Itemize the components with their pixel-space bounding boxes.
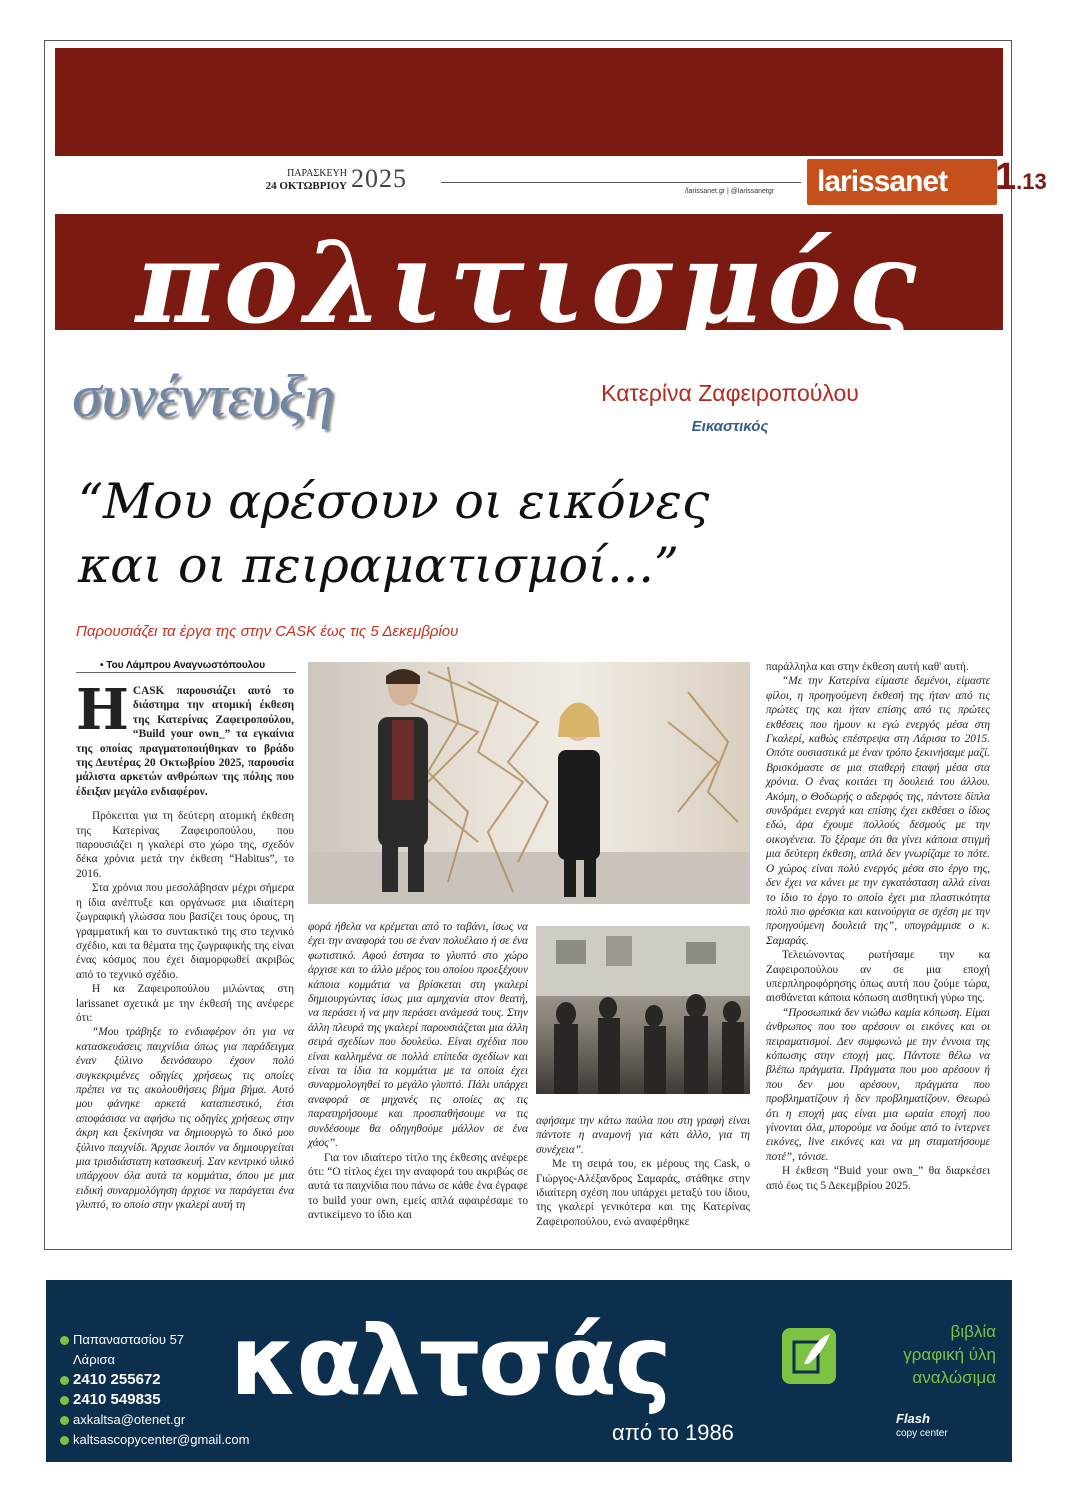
- column-2: [308, 920, 528, 1223]
- interviewee-name: Κατερίνα Ζαφειροπούλου: [601, 380, 859, 406]
- photo-illustration: [536, 926, 750, 1094]
- ad-address-line: [60, 1330, 249, 1350]
- paragraph: Πρόκειται για τη δεύτερη ατομική έκθεση της Κατερίνας Ζαφειροπούλου, που παρουσιάζει η γκαλερί στο χώρο της, σχεδόν δέκα χρόνια μετά την έκθεση “Habitus”, το 2016.: [76, 810, 294, 880]
- social-handles[interactable]: /larissanet.gr | @larissanetgr: [685, 188, 775, 195]
- ad-address: Παπαναστασίου 57: [73, 1332, 185, 1347]
- issue-date: [255, 168, 347, 193]
- masthead: [55, 48, 1047, 349]
- brand-name: larissanet: [817, 165, 948, 198]
- kicker: συνέντευξη: [72, 363, 335, 429]
- ad-since: από το 1986: [612, 1420, 734, 1445]
- ad-copy-center: copy center: [896, 1428, 948, 1439]
- quote-paragraph: “Με την Κατερίνα είμαστε δεμένοι, είμαστε φίλοι, η προηγούμενη έκθεσή της ήταν από τις πρώτες της και ήταν επίσης από τις πρώτες εκθέσεις που ήμουν κι εγώ ενεργός μέσα στη Γκαλερί, καθώς επέστρεψα στη Λάρισα το 2015. Οπότε ουσιαστικά με έναν τρόπο ξεκινήσαμε μαζί. Βρισκόμαστε σε μια σταθερή επαφή μέσα στα χρόνια. Ο ένας κοιτάει τη δουλειά του άλλου. Ακόμη, ο Θοδωρής ο αδερφός της, πάντοτε δίπλα συνδράμει ενεργά και επίσης έχει εκθέσει ο ίδιος εδώ, άρα έχουμε πολλούς δεσμούς με την οικογένεια. Το ξέραμε ότι θα γίνει κάποια στιγμή μια δεύτερη έκθεση, απλά δεν γνωρίζαμε το πότε. Ο χώρος είναι πολύ ενεργός μέσα στο έργο της, δεν έχει να κάνει με την εγκατάσταση αλλά είναι το ίδιο το έργο το οποίο έχει μια πλαστικότητα πολύ πιο φρέσκια και καινούργια σε σχέση με την προηγούμενη δουλειά της”, υπογράμμισε ο κ. Σαμαράς.: [766, 675, 990, 947]
- column-3: [536, 1114, 750, 1229]
- photo-artist-and-curator: [308, 662, 750, 904]
- brand-logo[interactable]: [807, 159, 997, 205]
- page-number: [995, 156, 1047, 199]
- issue-day-month: 24 ΟΚΤΩΒΡΙΟΥ: [265, 180, 347, 192]
- headline-line-2: και οι πειραματισμοί...”: [78, 537, 679, 594]
- paragraph: παράλληλα και στην έκθεση αυτή καθ' αυτή.: [766, 661, 969, 673]
- lead-paragraph: [76, 677, 294, 799]
- column-4: [766, 660, 990, 1193]
- issue-day: ΠΑΡΑΣΚΕΥΗ: [287, 168, 347, 179]
- advertisement[interactable]: [46, 1280, 1012, 1462]
- ad-flash-logo: [896, 1412, 948, 1440]
- phone-icon: [60, 1396, 69, 1405]
- paragraph: Με τη σειρά του, εκ μέρους της Cask, ο Γιώργος-Αλέξανδρος Σαμαράς, στάθηκε στην ιδιαίτερη σχέση που υπάρχει μεταξύ του ίδιου, της γκαλερί γενικότερα και της Κατερίνας Ζαφειροπούλου, ενώ αναφέρθηκε: [536, 1158, 750, 1228]
- drop-cap: Η: [76, 677, 129, 743]
- paragraph: Η κα Ζαφειροπούλου μιλώντας στη larissanet σχετικά με την έκθεσή της ανέφερε ότι:: [76, 983, 294, 1024]
- quote-paragraph: “Προσωπικά δεν νιώθω καμία κόπωση. Είμαι άνθρωπος που του αρέσουν οι εικόνες και οι πειραματισμοί. Δεν συμφωνώ με την έννοια της κόπωσης στην εποχή μας. Πάντοτε θέλω να βλέπω πράγματα. Πράγματα που μου αρέσουν ή που δεν μου αρέσουν, πράγματα που προβληματίζουν ή δεν προβληματίζουν. Θεωρώ ότι η εποχή μας είναι μια ωραία εποχή που γίνονται όλα, μπορούμε να δούμε από το ίντερνετ εικόνες, live εικόνες και να μη σταματήσουμε ποτέ”, τόνισε.: [766, 1006, 990, 1163]
- ad-email-2[interactable]: kaltsascopycenter@gmail.com: [73, 1432, 250, 1447]
- paragraph: Για τον ιδιαίτερο τίτλο της έκθεσης ανέφερε ότι: “Ο τίτλος έχει την αναφορά του ακριβώς σε αυτά τα παιχνίδια που πάνω σε κάθε ένα έγραφε το build your own, εμείς απλά αφαιρέσαμε το αντικείμενο το ίδιο και: [308, 1151, 528, 1222]
- column-1: [76, 677, 294, 1213]
- phone-icon: [60, 1376, 69, 1385]
- paragraph: Τελειώνοντας ρωτήσαμε την κα Ζαφειροπούλου αν σε μια εποχή υπερπληροφόρησης όπως αυτή που ζούμε τώρα, αισθάνεται κάποια κόπωση αισθητική γύρω της.: [766, 949, 990, 1005]
- photo-illustration: [308, 662, 750, 904]
- quote-paragraph: “Μου τράβηξε το ενδιαφέρον ότι για να κατασκευάσεις παιχνίδια όπως για παράδειγμα έναν ξύλινο δεινόσαυρο έχουν πολύ συγκεκριμένες οδηγίες χρήσεως τις οποίες πρέπει να τις ακολουθήσεις βήμα βήμα. Αυτό μου φάνηκε αρκετά καταπιεστικό, έτσι αποφάσισα να αφήσω τις οδηγίες χρήσεως στην άκρη και ξεκίνησα να δημιουργώ το δικό μου ξύλινο παιχνίδι. Άρχισε λοιπόν να δημιουργείται μια τρισδιάστατη κατασκευή. Σαν κεντρικό υλικό υπάρχουν όλα αυτά τα κομμάτια, όπου με μια ειδική συναρμολόγηση άρχισε να παράγεται ένα γλυπτό, το οποίο στην γκαλερί αυτή τη: [76, 1026, 294, 1212]
- section-title: πολιτισμός: [135, 218, 923, 349]
- issue-year: 2025: [351, 164, 407, 193]
- masthead-rule: [441, 182, 801, 183]
- ad-tag-books: βιβλία: [950, 1322, 996, 1341]
- ad-contact-info: [60, 1330, 249, 1450]
- ad-tag-consumables: αναλώσιμα: [912, 1368, 996, 1387]
- ad-flash-name: Flash: [896, 1411, 930, 1426]
- feather-icon: [782, 1328, 836, 1384]
- quote-paragraph: αφήσαμε την κάτω παύλα που στη γραφή είναι πάντοτε η αναμονή για κάτι άλλο, για τη συνέχεια”.: [536, 1115, 750, 1156]
- ad-tag-stationery: γραφική ύλη: [903, 1345, 996, 1364]
- byline: • Του Λάμπρου Αναγνωστόπουλου: [100, 660, 266, 671]
- photo-exhibition-crowd: [536, 926, 750, 1094]
- ad-city: Λάρισα: [73, 1352, 116, 1367]
- page-number-main: 1: [995, 156, 1017, 198]
- feather-icon-svg: [782, 1328, 836, 1384]
- location-icon: [60, 1336, 69, 1345]
- ad-phone-line: [60, 1370, 249, 1390]
- ad-logo: καλτσάς: [230, 1305, 670, 1417]
- subheadline: Παρουσιάζει τα έργα της στην CASK έως τις 5 Δεκεμβρίου: [76, 623, 459, 640]
- headline-line-1: “Μου αρέσουν οι εικόνες: [78, 473, 710, 530]
- page-number-sub: .13: [1016, 169, 1047, 194]
- paragraph: Η έκθεση “Buid your own_” θα διαρκέσει από έως τις 5 Δεκεμβρίου 2025.: [766, 1165, 990, 1192]
- paragraph: Στα χρόνια που μεσολάβησαν μέχρι σήμερα η ίδια ανέπτυξε και οργάνωσε μια ιδιαίτερη ζωγραφική γλώσσα που βασίζει τους όρους, τη γραμματική και το συντακτικό της στο τεχνικό σχέδιο, και τα θέματα της ζωγραφικής της είναι ένας κόσμος που έχει διαμορφωθεί ακριβώς από το τεχνικό σχέδιο.: [76, 882, 294, 981]
- ad-tagline: [876, 1320, 996, 1389]
- headline: [78, 470, 978, 598]
- ad-phone-line: [60, 1390, 249, 1410]
- interviewee-role: Εικαστικός: [691, 418, 769, 435]
- byline-rule: [76, 672, 296, 673]
- ad-email-line: [60, 1410, 249, 1430]
- ad-email-1[interactable]: axkaltsa@otenet.gr: [73, 1412, 186, 1427]
- lead-text: CASK παρουσιάζει αυτό το διάστημα την ατομική έκθεση της Κατερίνας Ζαφειροπούλου, “Build your own_” τα εγκαίνια της οποίας πραγματοποιήθηκαν το βράδυ της Δευτέρας 20 Οκτωβρίου 2025, παρουσία μάλιστα αρκετών ανθρώπων της πόλης που έδειξαν μεγάλο ενδιαφέρον.: [76, 685, 294, 798]
- ad-phone-2[interactable]: 2410 549835: [73, 1391, 161, 1408]
- email-icon: [60, 1436, 69, 1445]
- email-icon: [60, 1416, 69, 1425]
- ad-phone-1[interactable]: 2410 255672: [73, 1371, 161, 1388]
- ad-email-line: [60, 1430, 249, 1450]
- quote-paragraph: φορά ήθελα να κρέμεται από το ταβάνι, ίσως να έχει την αναφορά του σε έναν πολυέλαιο ή σε ένα φωτιστικό. Αφού έστησα το γλυπτό στο χώρο άρχισε και το άλλο μέρος του οποίου προεξέχουν κάποια κομμάτια να βρίσκεται στη γκαλερί δημιουργώντας ίσως μια αμηχανία στον θεατή, να περάσει ή να μην περάσει ανάμεσά τους. Στην άλλη πλευρά της γκαλερί παρουσιάζεται μια άλλη σειρά σχεδίων που δουλεύω. Είναι σχέδια που είναι καλλημένα σε πολλά επίπεδα σχεδίων και είναι τα ίδια τα κομμάτια με τα οποία έχει συναρμολογηθεί το μεγάλο γλυπτό. Πάλι υπάρχει αναφορά σε μηχανές τις οποίες ας τις παρατηρήσουμε και προσπαθήσουμε να τις συνδέσουμε θα οδηγηθούμε μάλλον σε ένα χάος”.: [308, 921, 528, 1150]
